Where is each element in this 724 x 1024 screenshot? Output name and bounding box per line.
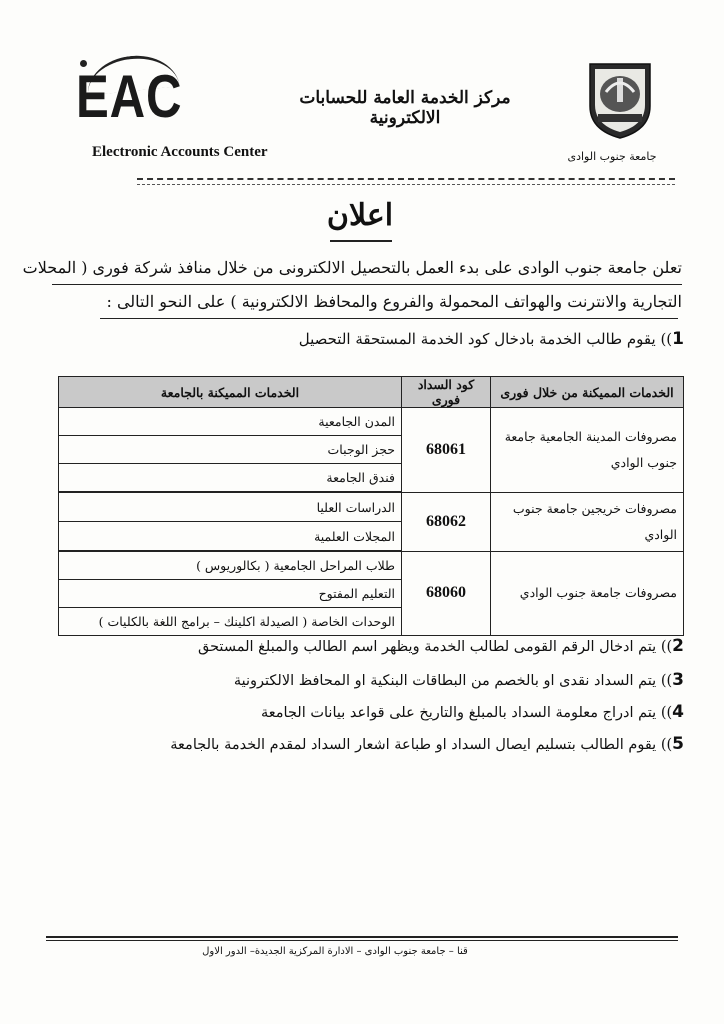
step-2: 2)) يتم ادخال الرقم القومى لطالب الخدمة ويظهر اسم الطالب والمبلغ المستحق bbox=[197, 636, 684, 656]
step-text: يتم السداد نقدى او بالخصم من البطاقات البنكية او المحافظ الالكترونية bbox=[233, 673, 657, 689]
university-service-cell: فندق الجامعة bbox=[59, 464, 402, 493]
fawry-code-cell: 68062 bbox=[402, 492, 491, 551]
step-number: 5 bbox=[672, 734, 684, 754]
university-service-cell: حجز الوجبات bbox=[59, 436, 402, 464]
step-number: 4 bbox=[672, 702, 684, 722]
services-table bbox=[58, 376, 684, 636]
step-text: يقوم طالب الخدمة بادخال كود الخدمة المستحقة التحصيل bbox=[298, 330, 656, 348]
intro-underline-1 bbox=[52, 284, 682, 285]
fawry-code-cell: 68061 bbox=[402, 408, 491, 493]
step-number: 3 bbox=[672, 670, 684, 690]
fawry-code-cell: 68060 bbox=[402, 551, 491, 636]
university-service-cell: طلاب المراحل الجامعية ( بكالوريوس ) bbox=[59, 551, 402, 580]
step-text: يتم ادراج معلومة السداد بالمبلغ والتاريخ على قواعد بيانات الجامعة bbox=[260, 705, 657, 721]
header-divider-secondary bbox=[137, 184, 675, 185]
university-name: جامعة جنوب الوادى bbox=[567, 150, 657, 163]
university-seal-logo bbox=[584, 58, 656, 140]
step-text: يتم ادخال الرقم القومى لطالب الخدمة ويظهر اسم الطالب والمبلغ المستحق bbox=[197, 639, 657, 655]
footer-address: قنا – جامعة جنوب الوادى – الادارة المركزية الجديدة– الدور الاول bbox=[202, 946, 468, 957]
step-4: 4)) يتم ادراج معلومة السداد بالمبلغ والتاريخ على قواعد بيانات الجامعة bbox=[260, 702, 684, 722]
university-service-cell: المدن الجامعية bbox=[59, 408, 402, 436]
table-row bbox=[59, 551, 684, 580]
eac-logo-text: EAC bbox=[76, 63, 183, 130]
header-fawry-code: كود السداد فورى bbox=[402, 377, 491, 408]
table-row bbox=[59, 408, 684, 436]
footer-divider-secondary bbox=[46, 940, 678, 941]
eac-logo bbox=[74, 52, 183, 132]
university-service-cell: التعليم المفتوح bbox=[59, 580, 402, 608]
fawry-service-cell: مصروفات المدينة الجامعية جامعة جنوب الوادي bbox=[491, 408, 684, 493]
eac-subtitle: Electronic Accounts Center bbox=[92, 144, 268, 160]
university-service-cell: الوحدات الخاصة ( الصيدلة اكلينك – برامج اللغة بالكليات ) bbox=[59, 608, 402, 636]
step-number: 2 bbox=[672, 636, 684, 656]
university-service-cell: الدراسات العليا bbox=[59, 492, 402, 522]
fawry-service-cell: مصروفات جامعة جنوب الوادي bbox=[491, 551, 684, 636]
step-text: يقوم الطالب بتسليم ايصال السداد او طباعة اشعار السداد لمقدم الخدمة بالجامعة bbox=[170, 737, 657, 753]
header-university-services: الخدمات المميكنة بالجامعة bbox=[59, 377, 402, 408]
step-1: 1)) يقوم طالب الخدمة بادخال كود الخدمة المستحقة التحصيل bbox=[298, 329, 684, 349]
intro-line-2: التجارية والانترنت والهواتف المحمولة والفروع والمحافظ الالكترونية ) على النحو التالى : bbox=[106, 292, 682, 311]
title-underline bbox=[330, 240, 392, 242]
fawry-service-cell: مصروفات خريجين جامعة جنوب الوادي bbox=[491, 492, 684, 551]
intro-line-1: تعلن جامعة جنوب الوادى على بدء العمل بالتحصيل الالكترونى من خلال منافذ شركة فورى ( المحلات bbox=[22, 258, 682, 277]
step-3: 3)) يتم السداد نقدى او بالخصم من البطاقات البنكية او المحافظ الالكترونية bbox=[233, 670, 684, 690]
header-divider bbox=[137, 178, 675, 180]
announcement-title: اعلان bbox=[326, 198, 394, 233]
table-row bbox=[59, 492, 684, 522]
intro-underline-2 bbox=[100, 318, 678, 319]
table-header-row bbox=[59, 377, 684, 408]
step-number: 1 bbox=[672, 329, 684, 349]
university-service-cell: المجلات العلمية bbox=[59, 522, 402, 552]
header-fawry-services: الخدمات المميكنة من خلال فورى bbox=[491, 377, 684, 408]
step-5: 5)) يقوم الطالب بتسليم ايصال السداد او طباعة اشعار السداد لمقدم الخدمة بالجامعة bbox=[170, 734, 684, 754]
center-title: مركز الخدمة العامة للحسابات الالكترونية bbox=[299, 88, 511, 128]
footer-divider bbox=[46, 936, 678, 938]
